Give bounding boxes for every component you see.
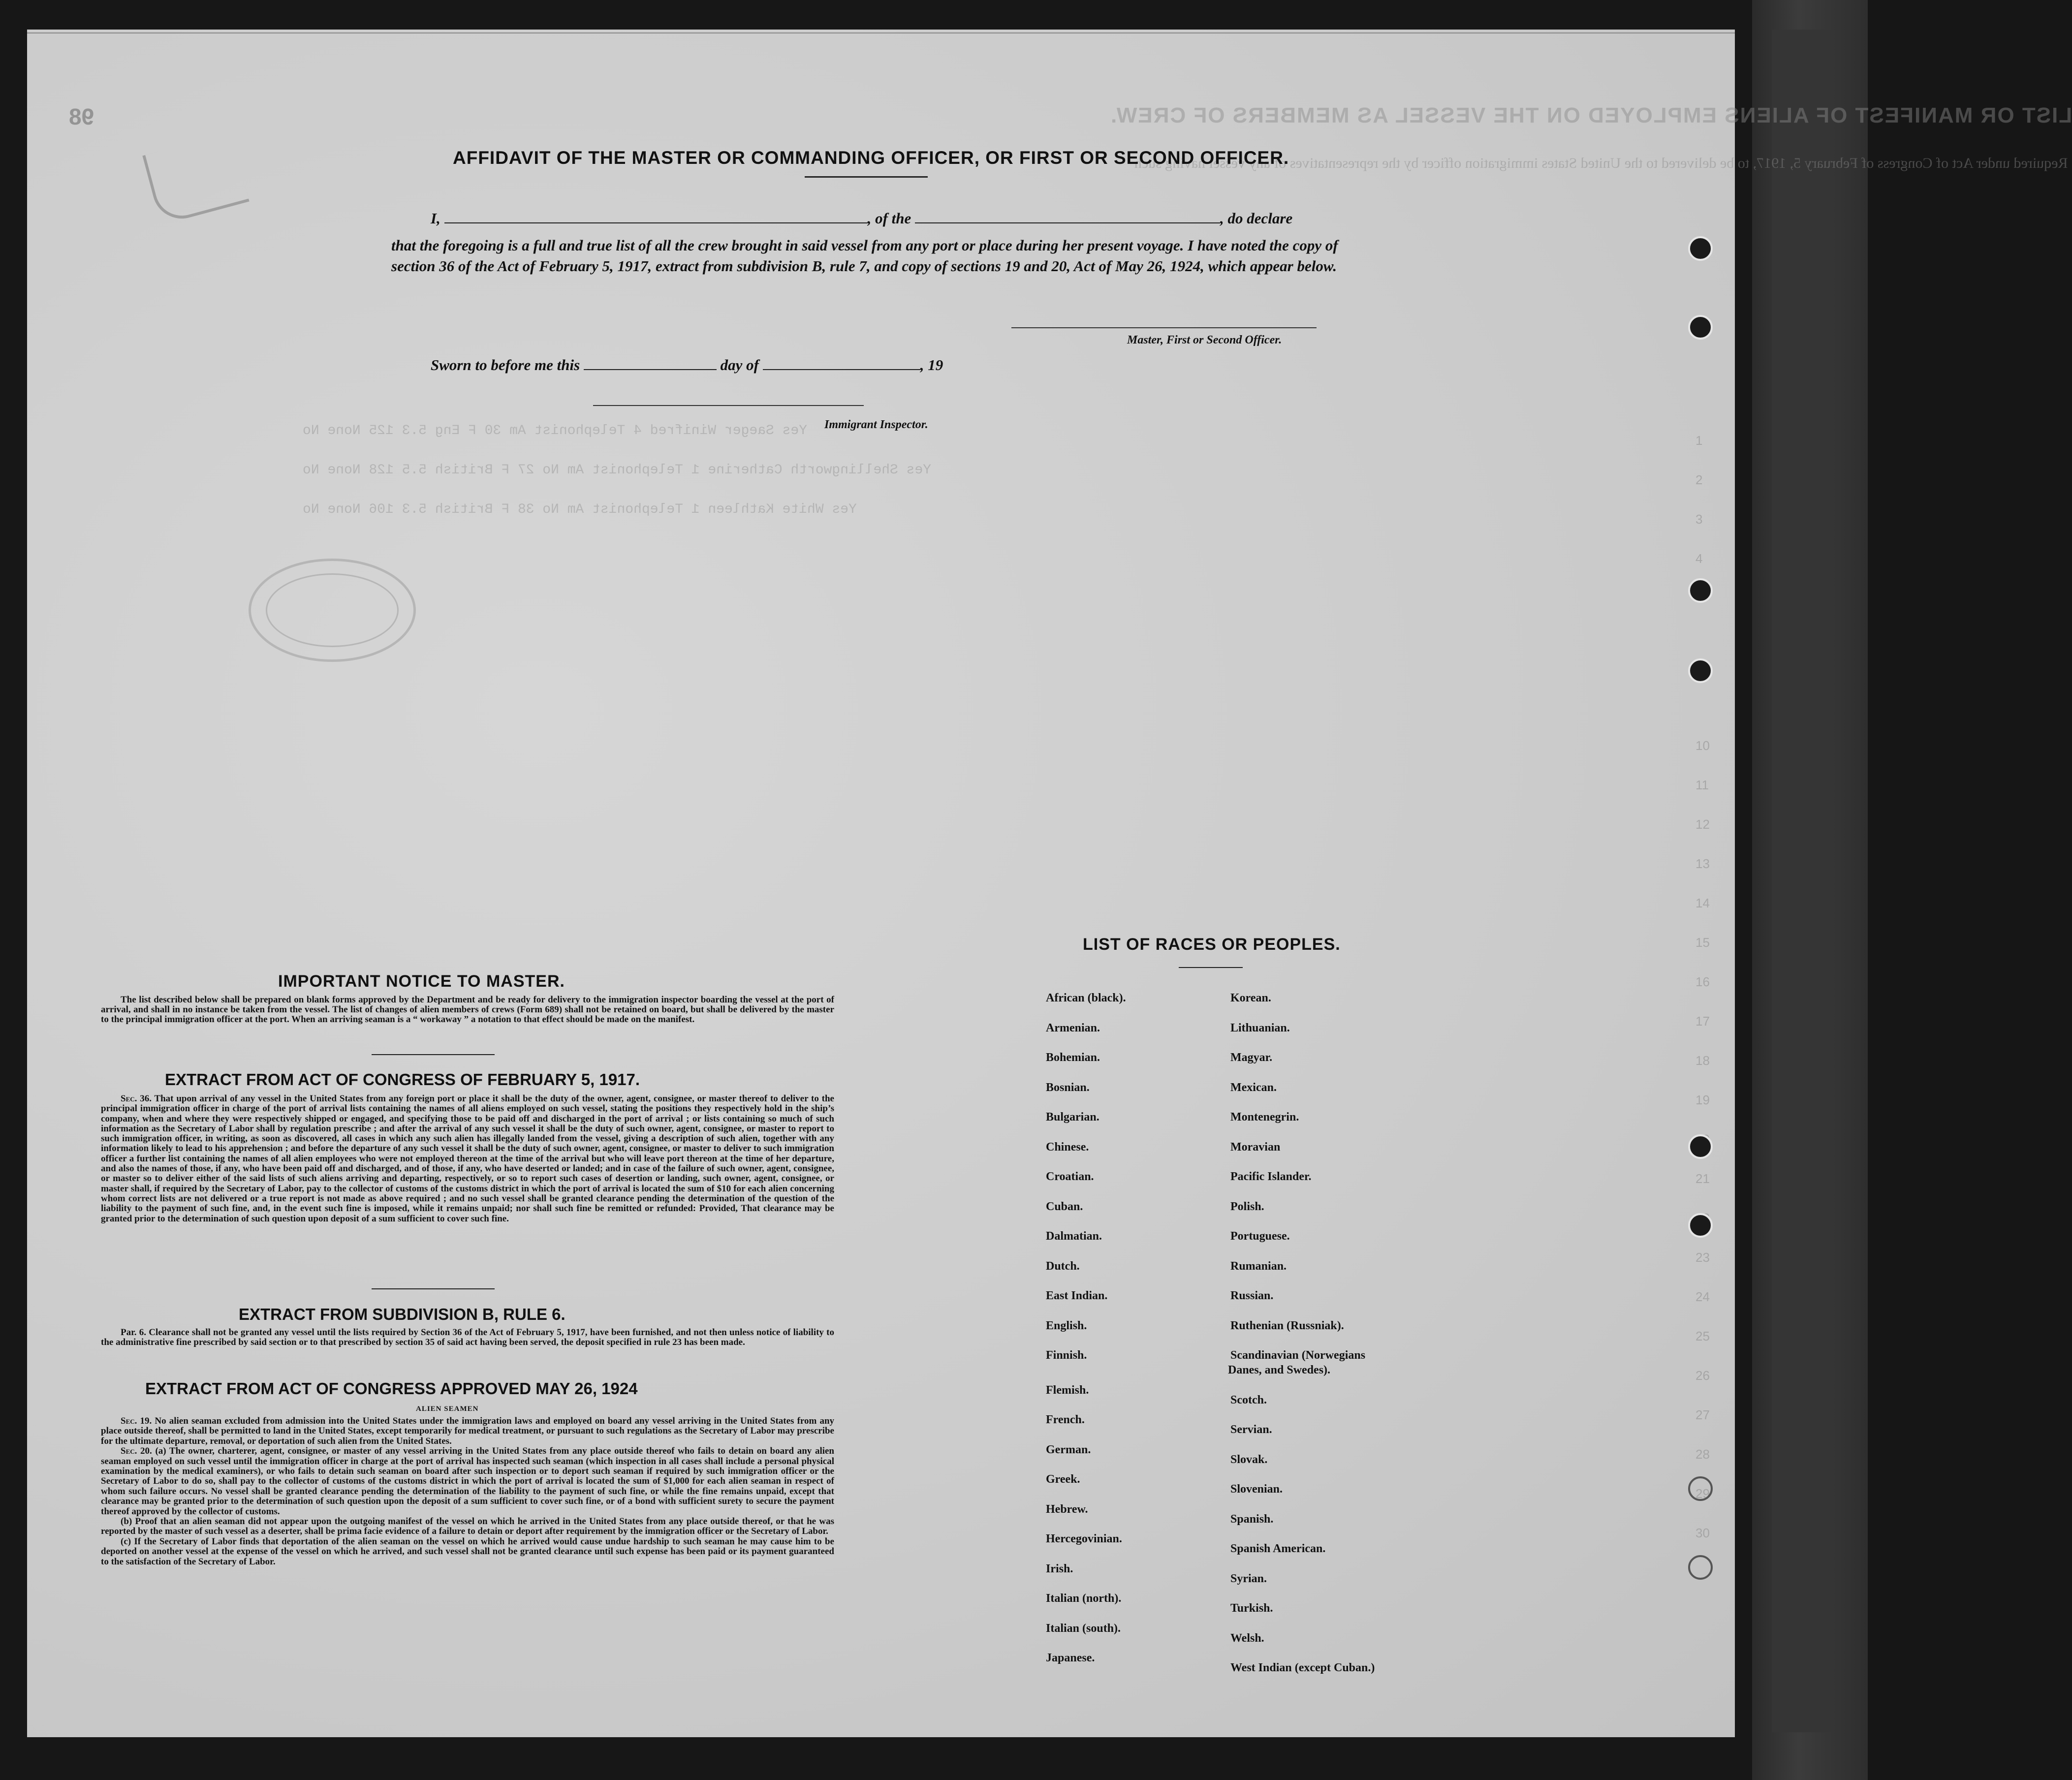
name-blank (444, 208, 868, 223)
bleed-through-line-number: 28 (1695, 1447, 1710, 1462)
extract-1917-title: EXTRACT FROM ACT OF CONGRESS OF FEBRUARY 5, 1917. (165, 1070, 640, 1089)
race-item: Welsh. (1230, 1631, 1264, 1645)
races-title: LIST OF RACES OR PEOPLES. (1083, 935, 1341, 954)
race-item: Polish. (1230, 1200, 1264, 1213)
page-edge-line (27, 32, 1735, 33)
extract-1924-body (101, 1416, 834, 1567)
race-item: French. (1046, 1413, 1085, 1426)
race-item: Montenegrin. (1230, 1111, 1299, 1124)
inspector-signature-line (593, 405, 864, 406)
sworn-line (431, 354, 943, 374)
bleed-through-line-number: 18 (1695, 1053, 1710, 1068)
punch-hole (1688, 578, 1713, 603)
divider (805, 176, 928, 178)
race-item: Mexican. (1230, 1081, 1277, 1094)
race-item: Servian. (1230, 1423, 1272, 1436)
affidavit-mid: , of the (867, 210, 911, 227)
punch-hole (1688, 1134, 1713, 1159)
bleed-through-line-number: 30 (1695, 1526, 1710, 1540)
affidavit-title: AFFIDAVIT OF THE MASTER OR COMMANDING OFFICER, OR FIRST OR SECOND OFFICER. (453, 148, 1289, 168)
bleed-through-subtitle: Required under Act of Congress of February 5, 1917, to be delivered to the United States immigration officer by the representatives of any vessel having such (1134, 155, 2068, 171)
master-signature-line (1011, 327, 1317, 328)
race-item: Cuban. (1046, 1200, 1083, 1213)
race-item: Bohemian. (1046, 1051, 1100, 1064)
bleed-through-row: Yes Shellingworth Catherine 1 Telephonist Am No 27 F British 5.5 128 None No (303, 463, 932, 478)
race-item: Ruthenian (Russniak). (1230, 1319, 1344, 1332)
divider (372, 1054, 495, 1055)
bleed-through-page-number: 98 (69, 104, 94, 129)
race-item: Syrian. (1230, 1572, 1267, 1585)
punch-hole (1688, 1555, 1713, 1580)
race-item: Hebrew. (1046, 1502, 1088, 1516)
punch-hole (1688, 315, 1713, 340)
race-item: Japanese. (1046, 1652, 1095, 1664)
race-item: Italian (north). (1046, 1592, 1122, 1605)
bleed-through-row: Yes Saeger Winifred 4 Telephonist Am 30 F Eng 5.3 125 None No (303, 423, 807, 438)
affidavit-suffix: , do declare (1220, 210, 1293, 227)
section-label: Sec. 19. (121, 1416, 152, 1426)
bleed-through-line-number: 15 (1695, 935, 1710, 950)
race-item: English. (1046, 1319, 1087, 1332)
master-caption: Master, First or Second Officer. (1127, 334, 1282, 346)
bleed-through-line-number: 2 (1695, 472, 1703, 487)
bleed-through-line-number: 4 (1695, 551, 1703, 566)
bleed-through-line-number: 24 (1695, 1289, 1710, 1304)
sworn-prefix: Sworn to before me this (431, 356, 580, 374)
race-item: Armenian. (1046, 1021, 1100, 1034)
race-item: Portuguese. (1230, 1230, 1290, 1243)
bleed-through-title: LIST OR MANIFEST OF ALIENS EMPLOYED ON THE VESSEL AS MEMBERS OF CREW. (1110, 103, 2072, 127)
punch-hole (1688, 1213, 1713, 1238)
bleed-through-line-number: 11 (1695, 778, 1709, 792)
race-item: Russian. (1230, 1289, 1274, 1302)
punch-hole (1688, 658, 1713, 683)
race-item: Spanish. (1230, 1512, 1274, 1526)
bleed-through-line-number: 21 (1695, 1171, 1710, 1186)
bleed-through-row: Yes White Kathleen 1 Telephonist Am No 38 F British 5.3 106 None No (303, 502, 857, 517)
race-item: Finnish. (1046, 1349, 1087, 1362)
notice-title: IMPORTANT NOTICE TO MASTER. (278, 972, 565, 991)
sec20c-paragraph: (c) If the Secretary of Labor finds that deportation of the alien seaman on the vessel on which he arrived would cause undue hardship to such seaman he may cause him to be deported on another vessel at the expense of the vessel on which he arrived, and such vessel shall not be granted clearance until such expense has been paid or its payment guaranteed to the satisfaction of the Secretary of Labor. (101, 1536, 834, 1567)
race-item: West Indian (except Cuban.) (1230, 1661, 1375, 1674)
race-item: Moravian (1230, 1140, 1281, 1154)
race-item: Pacific Islander. (1230, 1170, 1312, 1183)
sec19-paragraph (101, 1416, 834, 1446)
race-item: Greek. (1046, 1473, 1080, 1486)
bleed-through-line-number: 19 (1695, 1093, 1710, 1107)
race-item: Magyar. (1230, 1051, 1273, 1064)
race-item: Slovenian. (1230, 1483, 1283, 1496)
affidavit-body: that the foregoing is a full and true list of all the crew brought in said vessel from any port or place during her present voyage. I have noted the copy of section 36 of the Act of February 5, 1917, extract from subdivision B, rule 7, and copy of sections 19 and 20, Act of May 26, 1924, which appear below. (391, 237, 1338, 275)
extract-rule6-title: EXTRACT FROM SUBDIVISION B, RULE 6. (239, 1305, 565, 1323)
extract-1924-title: EXTRACT FROM ACT OF CONGRESS APPROVED MAY 26, 1924 (145, 1379, 638, 1398)
race-item: East Indian. (1046, 1289, 1108, 1302)
race-item: Slovak. (1230, 1453, 1268, 1466)
bleed-through-line-number: 27 (1695, 1407, 1710, 1422)
punch-hole (1688, 236, 1713, 261)
extract-rule6-body: Par. 6. Clearance shall not be granted any vessel until the lists required by Section 36 of the Act of February 5, 1917, have been furnished, and not then unless notice of liability to the administrative fine prescribed by said section or to that prescribed by section 35 of said act having been served, the deposit specified in rule 23 has been made. (101, 1327, 834, 1347)
race-item: Croatian. (1046, 1170, 1094, 1183)
punch-hole (1688, 1476, 1713, 1501)
manifest-page (27, 30, 2072, 1737)
affidavit-line-1 (431, 208, 1292, 227)
notice-body: The list described below shall be prepared on blank forms approved by the Department and be ready for delivery to the immigration inspector boarding the vessel at the port of arrival, and shall in no instance be taken from the vessel. The list of changes of alien members of crews (Form 689) shall not be retained on board, but shall be delivered by the master to the principal immigration officer at the port. When an arriving seaman is a “ workaway ” a notation to that effect should be made on the manifest. (101, 995, 834, 1025)
bleed-through-line-number: 25 (1695, 1329, 1710, 1343)
bleed-through-line-number: 3 (1695, 512, 1703, 527)
bleed-through-line-number: 23 (1695, 1250, 1710, 1265)
sworn-suffix: , 19 (920, 356, 943, 374)
month-blank (763, 354, 920, 370)
race-item: Spanish American. (1230, 1542, 1326, 1555)
bleed-through-line-number: 14 (1695, 896, 1710, 910)
race-item: Scotch. (1230, 1393, 1267, 1406)
vessel-blank (915, 208, 1220, 223)
race-item: Irish. (1046, 1562, 1073, 1575)
race-item: Korean. (1230, 992, 1271, 1004)
alien-seamen-subheading: ALIEN SEAMEN (416, 1405, 479, 1413)
race-item: Scandinavian (Norwegians (1230, 1349, 1366, 1362)
bleed-through-line-number: 1 (1695, 433, 1703, 448)
bleed-through-line-number: 10 (1695, 738, 1710, 753)
race-item: Bosnian. (1046, 1081, 1090, 1094)
race-item: Hercegovinian. (1046, 1532, 1122, 1545)
bleed-through-line-number: 13 (1695, 856, 1710, 871)
sec20b-paragraph: (b) Proof that an alien seaman did not appear upon the outgoing manifest of the vessel on which he arrived in the United States from any place outside thereof, or that he was reported by the master of such vessel as a deserter, shall be prima facie evidence of a failure to detain or deport after requirement by the immigration officer or the Secretary of Labor. (101, 1516, 834, 1537)
pencil-mark (142, 132, 249, 225)
section-text: No alien seaman excluded from admission into the United States under the immigration laws and employed on board any vessel arriving in the United States from any place outside thereof, shall be permitted to land in the United States, except temporarily for medical treatment, or pursuant to such regulations as the Secretary of Labor may prescribe for the ultimate departure, removal, or deportation of such alien from the United States. (101, 1416, 835, 1446)
section-text: That upon arrival of any vessel in the United States from any foreign port or place it shall be the duty of the owner, agent, consignee, or master thereof to deliver to the principal immigration officer in charge of the port of arrival lists containing the names of all aliens employed on such vessel, stating the positions they respectively hold in the ship’s company, when and where they were respectively shipped or engaged, and specifying those to be paid off and discharged in the port of arrival ; or lists containing so much of such information as the Secretary of Labor shall by regulation prescribe ; and after the arrival of any such vessel it shall be the duty of such owner, agent, consignee, or master to report to such immigration officer, in writing, as soon as discovered, all cases in which any such alien has illegally landed from the vessel, giving a description of such alien, together with any information likely to lead to his apprehension ; and before the departure of any such vessel it shall be the duty of such owner, agent, consignee, or master to deliver to such immigration officer a further list containing the names of all alien employees who were not employed thereon at the time of the arrival but who will leave port thereon at the time of her departure, and also the names of those, if any, who have been paid off and discharged, and of those, if any, who have deserted or landed; and in case of the failure of such owner, agent, consignee, or master so to deliver either of the said lists of such aliens arriving and departing, respectively, or so to report such cases of desertion or landing, such owner, agent, consignee, or master shall, if required by the Secretary of Labor, pay to the collector of customs of the customs district in which the port of arrival is located the sum of $10 for each alien concerning whom correct lists are not delivered or a true report is not made as above required ; and no such vessel shall be granted clearance pending the determination of the question of the liability to the payment of such fine, and, in the event such fine is imposed, while it remains unpaid; nor shall such fine be remitted or refunded: Provided, That clearance may be granted prior to the determination of such question upon deposit of a sum sufficient to cover such fine. (101, 1093, 834, 1224)
extract-1917-body (101, 1094, 834, 1224)
divider (1179, 967, 1243, 968)
bleed-through-line-number: 12 (1695, 817, 1710, 832)
race-item: Chinese. (1046, 1140, 1089, 1154)
section-text: (a) The owner, charterer, agent, consignee, or master of any vessel arriving in the United States from any place outside thereof who fails to detain on board any alien seaman employed on such vessel until the immigration officer in charge at the port of arrival has inspected such seaman (which inspection in all cases shall include a personal physical examination by the medical examiners), or who fails to detain such seaman on board after such inspection or to deport such seaman if required by such immigration officer or the Secretary of Labor to do so, shall pay to the collector of customs of the customs district in which the port of arrival is located the sum of $1,000 for each alien seaman in respect of whom such failure occurs. No vessel shall be granted clearance pending the determination of the liability to the payment of such fine, or while the fine remains unpaid, except that clearance may be granted prior to the determination of such question upon the deposit of a sum sufficient to cover such fine, or of a bond with sufficient surety to secure the payment thereof approved by the collector of customs. (101, 1446, 834, 1517)
bleed-through-line-number: 29 (1695, 1486, 1710, 1501)
bleed-through-line-number: 16 (1695, 974, 1710, 989)
faded-stamp (249, 559, 416, 662)
race-item: Italian (south). (1046, 1622, 1121, 1635)
race-item: Rumanian. (1230, 1259, 1287, 1273)
inspector-caption: Immigrant Inspector. (824, 418, 928, 431)
race-item: Flemish. (1046, 1383, 1089, 1397)
bleed-through-line-number: 26 (1695, 1368, 1710, 1383)
day-blank (584, 354, 717, 370)
section-label: Sec. 36. (121, 1093, 152, 1104)
race-item: Dutch. (1046, 1259, 1080, 1273)
bleed-through-line-number: 17 (1695, 1014, 1710, 1029)
race-item: Bulgarian. (1046, 1111, 1099, 1124)
sec20a-paragraph (101, 1446, 834, 1517)
race-item: African (black). (1046, 992, 1126, 1004)
race-item: Dalmatian. (1046, 1230, 1102, 1243)
divider (372, 1288, 495, 1289)
race-item: German. (1046, 1443, 1091, 1456)
scanner-background-strip (1752, 0, 1868, 1780)
section-label: Sec. 20. (121, 1446, 152, 1457)
sworn-mid: day of (720, 356, 759, 374)
affidavit-prefix: I, (431, 210, 440, 227)
race-item: Lithuanian. (1230, 1021, 1290, 1034)
race-item: Danes, and Swedes). (1228, 1364, 1331, 1376)
race-item: Turkish. (1230, 1602, 1273, 1615)
